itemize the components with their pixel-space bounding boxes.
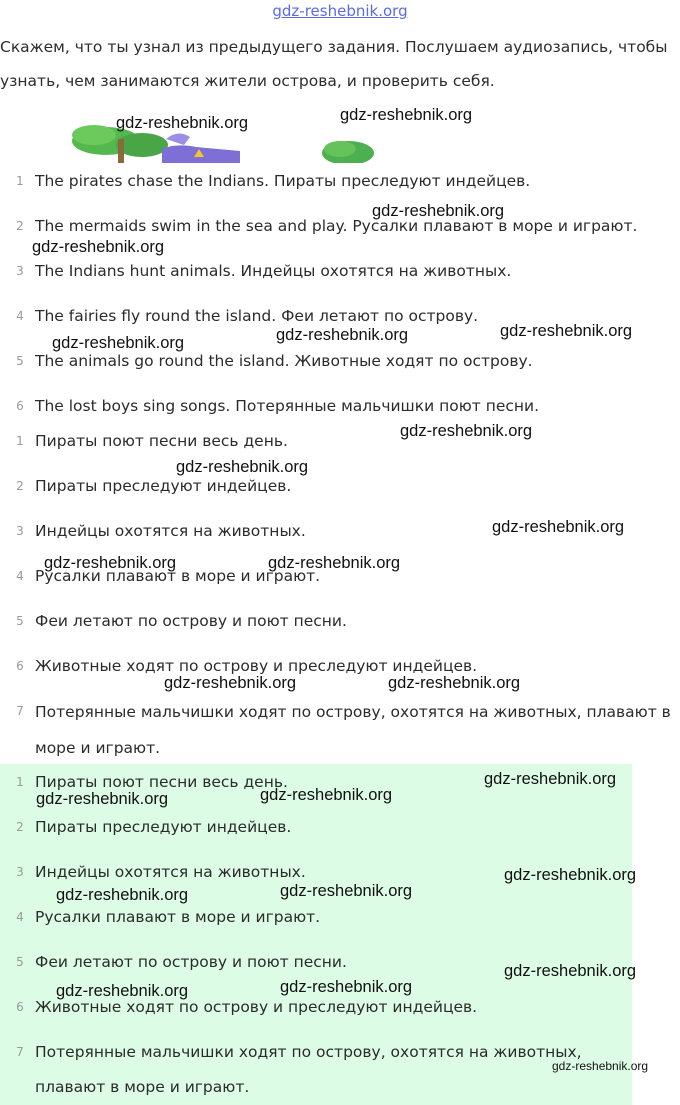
watermark: gdz-reshebnik.org	[56, 886, 189, 904]
item-text: The fairies fly round the island. Феи летают по острову.	[35, 307, 479, 325]
watermark: gdz-reshebnik.org	[260, 786, 393, 804]
watermark: gdz-reshebnik.org	[276, 326, 409, 344]
item-text: Животные ходят по острову и преследуют индейцев.	[35, 998, 478, 1016]
item-number: 5	[16, 614, 24, 628]
item-number: 4	[16, 309, 24, 323]
intro-paragraph: Скажем, что ты узнал из предыдущего задания. Послушаем аудиозапись, чтобы узнать, чем занимаются жители острова, и проверить себя.	[0, 38, 668, 90]
watermark: gdz-reshebnik.org	[36, 790, 169, 808]
item-text: The Indians hunt animals. Индейцы охотятся на животных.	[35, 262, 512, 280]
watermark: gdz-reshebnik.org	[504, 866, 637, 884]
item-text: Русалки плавают в море и играют.	[35, 908, 321, 926]
item-number: 1	[16, 434, 24, 448]
item-text: Пираты преследуют индейцев.	[35, 477, 292, 495]
header-site-link[interactable]: gdz-reshebnik.org	[272, 2, 408, 20]
item-number: 7	[16, 704, 24, 718]
item-number: 2	[16, 820, 24, 834]
watermark: gdz-reshebnik.org	[280, 978, 413, 996]
item-number: 3	[16, 264, 24, 278]
item-text: Индейцы охотятся на животных.	[35, 522, 306, 540]
item-number: 3	[16, 865, 24, 879]
item-text: The pirates chase the Indians. Пираты преследуют индейцев.	[35, 172, 531, 190]
watermark: gdz-reshebnik.org	[280, 882, 413, 900]
watermark: gdz-reshebnik.org	[400, 422, 533, 440]
item-text: Потерянные мальчишки ходят по острову, охотятся на животных, плавают в море и играют.	[35, 703, 671, 757]
item-number: 5	[16, 354, 24, 368]
watermark: gdz-reshebnik.org	[504, 962, 637, 980]
watermark: gdz-reshebnik.org	[500, 322, 633, 340]
item-text: Потерянные мальчишки ходят по острову, охотятся на животных, плавают в море и играют.	[35, 1043, 582, 1096]
item-text: Индейцы охотятся на животных.	[35, 863, 306, 881]
watermark: gdz-reshebnik.org	[340, 106, 473, 124]
watermark: gdz-reshebnik.org	[484, 770, 617, 788]
item-number: 6	[16, 1000, 24, 1014]
watermark: gdz-reshebnik.org	[164, 674, 297, 692]
item-text: Животные ходят по острову и преследуют индейцев.	[35, 657, 478, 675]
item-text: Пираты преследуют индейцев.	[35, 818, 292, 836]
watermark: gdz-reshebnik.org	[116, 114, 249, 132]
watermark: gdz-reshebnik.org	[268, 554, 401, 572]
watermark: gdz-reshebnik.org	[492, 518, 625, 536]
item-number: 4	[16, 569, 24, 583]
watermark: gdz-reshebnik.org	[388, 674, 521, 692]
watermark: gdz-reshebnik.org	[32, 238, 165, 256]
item-text: The mermaids swim in the sea and play. Русалки плавают в море и играют.	[35, 217, 638, 235]
watermark: gdz-reshebnik.org	[44, 554, 177, 572]
item-number: 2	[16, 219, 24, 233]
item-number: 4	[16, 910, 24, 924]
item-number: 6	[16, 399, 24, 413]
watermark: gdz-reshebnik.org	[372, 202, 505, 220]
item-number: 7	[16, 1045, 24, 1059]
item-text: Русалки плавают в море и играют.	[35, 567, 321, 585]
watermark: gdz-reshebnik.org	[552, 1059, 649, 1073]
item-number: 2	[16, 479, 24, 493]
item-text: Пираты поют песни весь день.	[35, 773, 288, 791]
item-text: Пираты поют песни весь день.	[35, 432, 288, 450]
item-text: Феи летают по острову и поют песни.	[35, 953, 347, 971]
item-number: 5	[16, 955, 24, 969]
item-text: Феи летают по острову и поют песни.	[35, 612, 347, 630]
item-number: 6	[16, 659, 24, 673]
item-text: The animals go round the island. Животные ходят по острову.	[35, 352, 533, 370]
item-text: The lost boys sing songs. Потерянные мальчишки поют песни.	[35, 397, 540, 415]
watermark: gdz-reshebnik.org	[176, 458, 309, 476]
item-number: 1	[16, 775, 24, 789]
item-number: 1	[16, 174, 24, 188]
watermark: gdz-reshebnik.org	[56, 982, 189, 1000]
watermark: gdz-reshebnik.org	[52, 334, 185, 352]
item-number: 3	[16, 524, 24, 538]
